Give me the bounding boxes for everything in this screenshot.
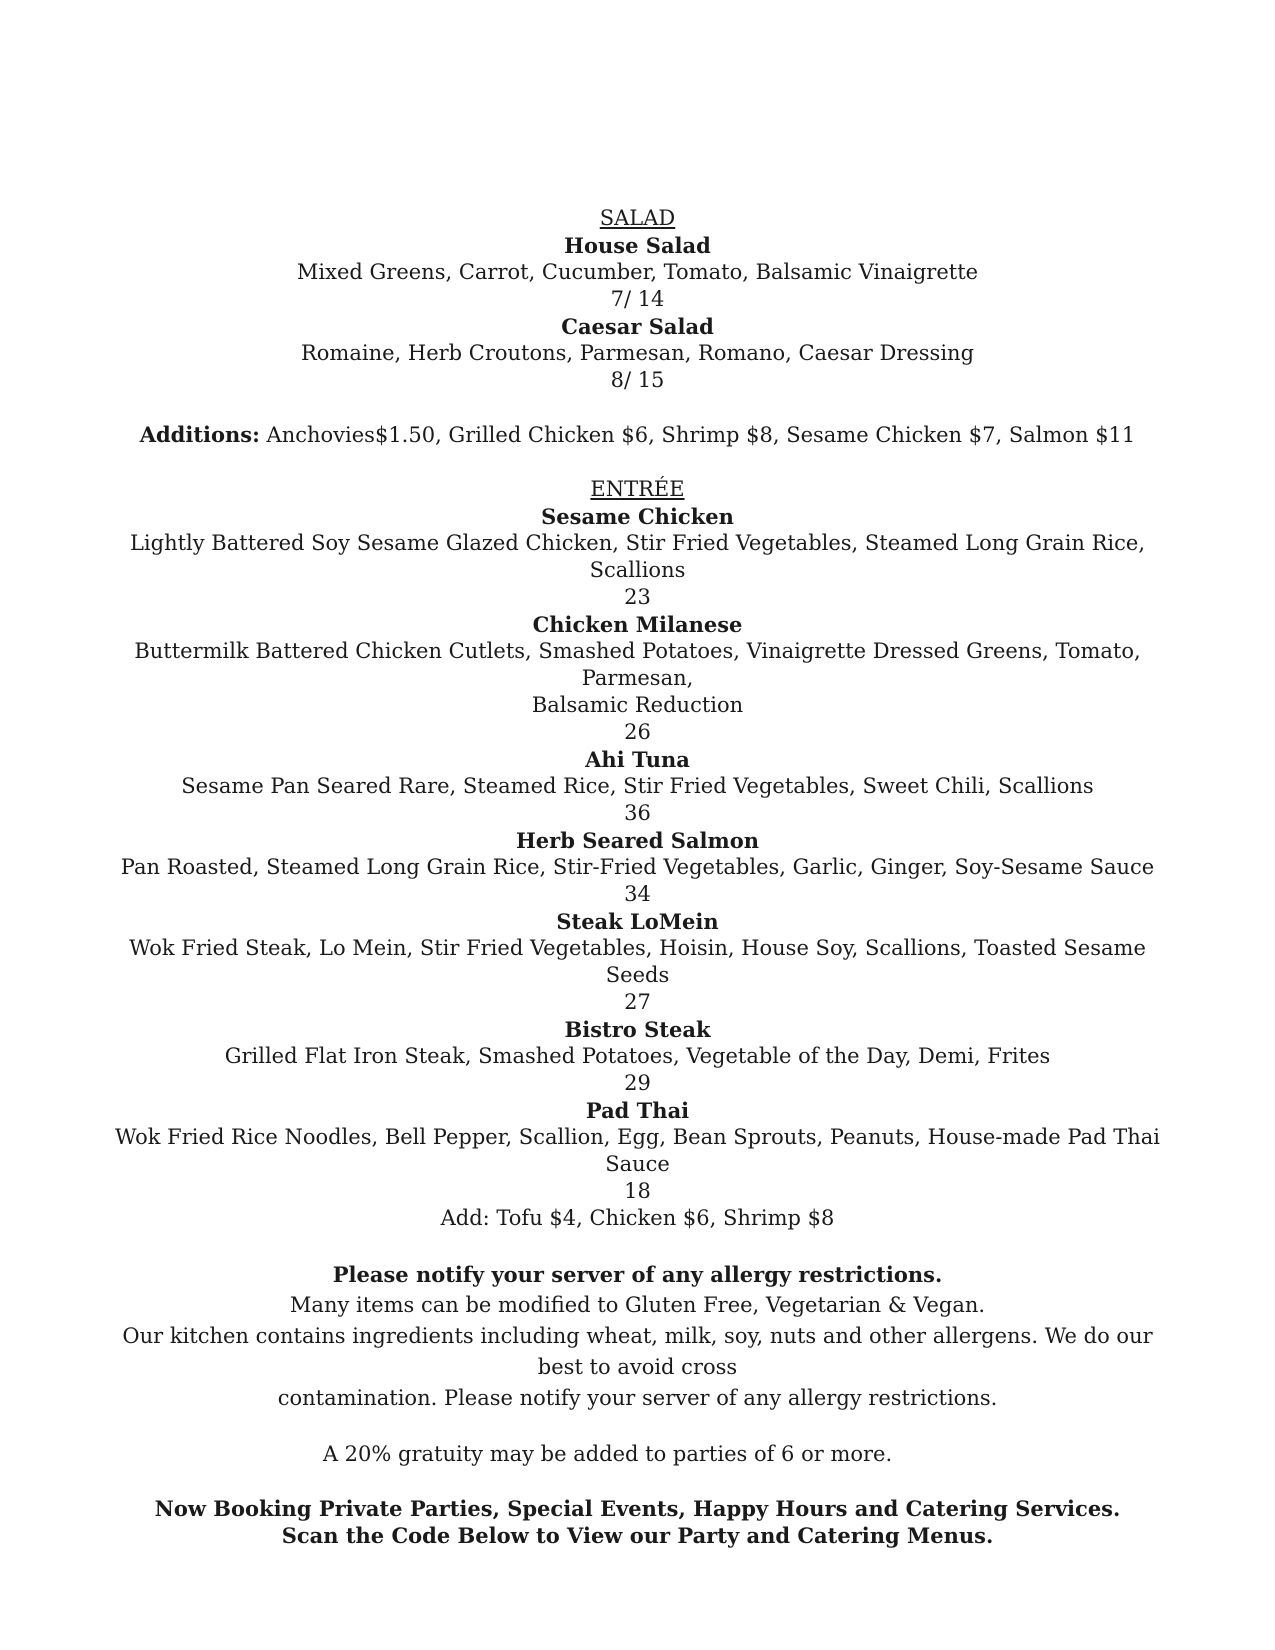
bistro-steak-desc: Grilled Flat Iron Steak, Smashed Potatoes, Vegetable of the Day, Demi, Frites	[224, 1044, 1051, 1068]
herb-seared-salmon-name: Herb Seared Salmon	[515, 828, 760, 853]
booking-note	[100, 1495, 1175, 1549]
gratuity-note: A 20% gratuity may be added to parties of 6 or more.	[322, 1442, 893, 1466]
pad-thai-name: Pad Thai	[585, 1098, 690, 1123]
sesame-chicken-price: 23	[624, 585, 651, 609]
steak-lomein-price: 27	[624, 990, 651, 1014]
chicken-milanese-desc-2: Balsamic Reduction	[531, 693, 744, 717]
chicken-milanese-price: 26	[624, 720, 651, 744]
house-salad-price: 7/ 14	[610, 287, 665, 311]
ahi-tuna-name: Ahi Tuna	[585, 747, 690, 772]
caesar-salad-price: 8/ 15	[610, 368, 665, 392]
allergy-notice-line-3: contamination. Please notify your server of any allergy restrictions.	[277, 1386, 998, 1410]
allergy-notice	[100, 1259, 1175, 1414]
allergy-notice-bold: Please notify your server of any allergy restrictions.	[332, 1262, 943, 1287]
bistro-steak-price: 29	[624, 1071, 651, 1095]
herb-seared-salmon-desc: Pan Roasted, Steamed Long Grain Rice, Stir-Fried Vegetables, Garlic, Ginger, Soy-Sesame Sauce	[120, 855, 1155, 879]
sesame-chicken-name: Sesame Chicken	[541, 504, 734, 529]
pad-thai-price: 18	[624, 1179, 651, 1203]
bistro-steak-name: Bistro Steak	[564, 1017, 711, 1042]
entree-heading: ENTRÉE	[590, 477, 685, 501]
additions-label: Additions:	[139, 422, 260, 447]
chicken-milanese-desc: Buttermilk Battered Chicken Cutlets, Smashed Potatoes, Vinaigrette Dressed Greens, Tomato, Parmesan,	[134, 639, 1141, 690]
additions-text: Anchovies$1.50, Grilled Chicken $6, Shrimp $8, Sesame Chicken $7, Salmon $11	[259, 423, 1136, 447]
booking-line-1: Now Booking Private Parties, Special Events, Happy Hours and Catering Services.	[154, 1496, 1121, 1521]
booking-line-2: Scan the Code Below to View our Party and Catering Menus.	[281, 1523, 994, 1548]
allergy-notice-line-1: Many items can be modified to Gluten Free, Vegetarian & Vegan.	[289, 1293, 986, 1317]
allergy-notice-line-2: Our kitchen contains ingredients including wheat, milk, soy, nuts and other allergens. We do our best to avoid cross	[122, 1324, 1153, 1379]
ahi-tuna-desc: Sesame Pan Seared Rare, Steamed Rice, Stir Fried Vegetables, Sweet Chili, Scallions	[181, 774, 1094, 798]
sesame-chicken-desc: Lightly Battered Soy Sesame Glazed Chicken, Stir Fried Vegetables, Steamed Long Grain Rice, Scallions	[129, 531, 1146, 582]
house-salad-desc: Mixed Greens, Carrot, Cucumber, Tomato, Balsamic Vinaigrette	[296, 260, 979, 284]
caesar-salad-name: Caesar Salad	[561, 314, 714, 339]
caesar-salad-desc: Romaine, Herb Croutons, Parmesan, Romano, Caesar Dressing	[300, 341, 975, 365]
pad-thai-add: Add: Tofu $4, Chicken $6, Shrimp $8	[440, 1206, 835, 1230]
steak-lomein-desc: Wok Fried Steak, Lo Mein, Stir Fried Vegetables, Hoisin, House Soy, Scallions, Toasted Sesame Seeds	[129, 936, 1146, 987]
menu-page	[100, 205, 1175, 1549]
herb-seared-salmon-price: 34	[624, 882, 651, 906]
salad-heading: SALAD	[599, 206, 676, 230]
chicken-milanese-name: Chicken Milanese	[532, 612, 743, 637]
steak-lomein-name: Steak LoMein	[556, 909, 719, 934]
salad-additions	[100, 421, 1175, 449]
ahi-tuna-price: 36	[624, 801, 651, 825]
pad-thai-desc: Wok Fried Rice Noodles, Bell Pepper, Scallion, Egg, Bean Sprouts, Peanuts, House-made Pad Thai Sauce	[114, 1125, 1160, 1176]
house-salad-name: House Salad	[564, 233, 711, 258]
